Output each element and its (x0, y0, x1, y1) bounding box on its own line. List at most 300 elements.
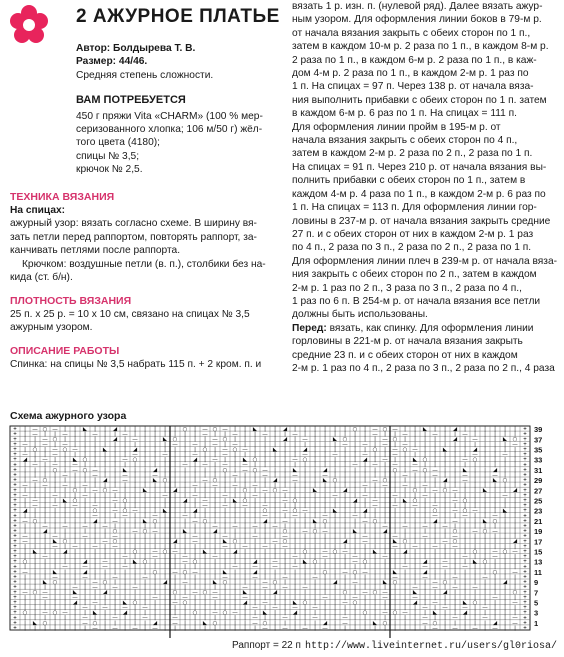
stitch-symbol: | (184, 518, 186, 525)
stitch-symbol: | (44, 538, 46, 545)
stitch-symbol: | (64, 477, 66, 484)
stitch-symbol: ○ (152, 569, 158, 576)
stitch-symbol: — (22, 452, 28, 458)
stitch-symbol: | (64, 518, 66, 525)
stitch-symbol: | (354, 589, 356, 596)
stitch-symbol: | (244, 564, 246, 571)
stitch-symbol: | (144, 462, 146, 469)
stitch-symbol: | (254, 431, 256, 438)
stitch-symbol: | (344, 559, 346, 566)
stitch-symbol: | (244, 579, 246, 586)
stitch-symbol: | (84, 497, 86, 504)
stitch-symbol: — (52, 543, 58, 550)
stitch-symbol: | (24, 467, 26, 474)
stitch-symbol: | (344, 554, 346, 560)
stitch-symbol: — (32, 462, 38, 469)
stitch-symbol: | (514, 533, 516, 540)
stitch-symbol: — (22, 538, 28, 545)
stitch-symbol: | (314, 564, 316, 571)
stitch-symbol: ○ (102, 579, 108, 586)
stitch-symbol: — (262, 503, 268, 509)
stitch-symbol: ◢ (322, 467, 328, 474)
stitch-symbol: | (334, 462, 336, 469)
stitch-symbol: | (274, 584, 276, 591)
stitch-symbol: | (274, 599, 276, 606)
stitch-symbol: | (514, 477, 516, 484)
edge-stitch: + (523, 441, 527, 448)
stitch-symbol: | (174, 574, 176, 581)
stitch-symbol: | (484, 431, 486, 438)
stitch-symbol: — (462, 477, 468, 484)
stitch-symbol: — (92, 503, 98, 509)
stitch-symbol: ○ (192, 610, 198, 617)
stitch-symbol: | (284, 467, 286, 474)
stitch-symbol: | (284, 548, 286, 555)
stitch-symbol: | (484, 508, 486, 515)
stitch-symbol: | (404, 513, 406, 520)
stitch-symbol: — (422, 533, 428, 540)
stitch-symbol: | (404, 518, 406, 525)
stitch-symbol: | (514, 457, 516, 464)
stitch-symbol: | (374, 569, 376, 576)
stitch-symbol: | (294, 452, 296, 458)
stitch-symbol: | (304, 482, 306, 489)
stitch-symbol: | (274, 472, 276, 479)
stitch-symbol: | (264, 523, 266, 530)
stitch-symbol: | (124, 574, 126, 581)
stitch-symbol: — (72, 594, 78, 601)
stitch-symbol: | (494, 487, 496, 494)
stitch-symbol: | (74, 472, 76, 479)
stitch-symbol: | (44, 446, 46, 453)
stitch-symbol: | (454, 472, 456, 479)
stitch-symbol: | (44, 548, 46, 555)
stitch-symbol: | (104, 548, 106, 555)
stitch-symbol: | (94, 533, 96, 540)
stitch-symbol: | (354, 518, 356, 525)
stitch-symbol: | (104, 574, 106, 581)
stitch-symbol: | (194, 497, 196, 504)
stitch-symbol: | (444, 625, 446, 632)
stitch-symbol: | (334, 543, 336, 550)
stitch-symbol: ○ (222, 436, 228, 443)
stitch-symbol: | (384, 472, 386, 479)
stitch-symbol: ○ (492, 569, 498, 576)
stitch-symbol: | (184, 487, 186, 494)
stitch-symbol: — (432, 472, 438, 479)
stitch-symbol: ○ (462, 497, 468, 504)
stitch-symbol: | (364, 625, 366, 632)
stitch-symbol: | (394, 513, 396, 520)
stitch-symbol: | (164, 523, 166, 530)
stitch-symbol: | (34, 523, 36, 530)
stitch-symbol: — (262, 472, 268, 479)
edge-stitch: + (13, 554, 17, 561)
stitch-symbol: | (464, 584, 466, 591)
stitch-symbol: | (294, 625, 296, 632)
stitch-symbol: — (32, 497, 38, 504)
stitch-symbol: | (464, 620, 466, 627)
stitch-symbol: ◢ (502, 579, 508, 586)
stitch-symbol: | (154, 584, 156, 591)
stitch-symbol: | (304, 615, 306, 622)
stitch-symbol: — (172, 620, 178, 627)
stitch-symbol: ○ (512, 436, 518, 443)
stitch-symbol: — (302, 436, 308, 443)
stitch-symbol: | (314, 431, 316, 438)
stitch-symbol: | (294, 548, 296, 555)
stitch-symbol: | (374, 625, 376, 632)
stitch-symbol: ○ (502, 548, 508, 555)
stitch-symbol: | (34, 472, 36, 479)
stitch-symbol: | (364, 543, 366, 550)
stitch-symbol: | (234, 457, 236, 464)
stitch-symbol: | (24, 446, 26, 453)
stitch-symbol: — (432, 513, 438, 520)
stitch-symbol: | (154, 564, 156, 571)
stitch-symbol: | (354, 605, 356, 611)
stitch-symbol: | (44, 559, 46, 566)
stitch-symbol: | (74, 548, 76, 555)
stitch-symbol: ◢ (422, 559, 428, 566)
stitch-symbol: | (324, 446, 326, 453)
stitch-symbol: | (244, 508, 246, 515)
stitch-symbol: | (444, 467, 446, 474)
stitch-symbol: | (354, 564, 356, 571)
stitch-symbol: | (394, 605, 396, 611)
stitch-symbol: | (284, 492, 286, 499)
stitch-symbol: | (124, 503, 126, 509)
stitch-symbol: — (62, 472, 68, 479)
stitch-symbol: — (282, 518, 288, 525)
stitch-symbol: | (374, 523, 376, 530)
stitch-symbol: ○ (242, 487, 248, 494)
stitch-symbol: | (184, 625, 186, 632)
stitch-symbol: | (134, 533, 136, 540)
stitch-symbol: — (362, 533, 368, 540)
stitch-symbol: | (84, 528, 86, 535)
stitch-symbol: | (134, 564, 136, 571)
stitch-symbol: ◣ (162, 436, 168, 443)
stitch-symbol: | (244, 452, 246, 458)
stitch-symbol: | (394, 523, 396, 530)
stitch-symbol: ○ (292, 497, 298, 504)
stitch-symbol: ○ (182, 426, 188, 433)
stitch-symbol: — (262, 584, 268, 591)
stitch-symbol: | (114, 548, 116, 555)
stitch-symbol: | (54, 497, 56, 504)
stitch-symbol: — (232, 472, 238, 479)
stitch-symbol: | (454, 431, 456, 438)
stitch-symbol: | (34, 615, 36, 622)
stitch-symbol: | (334, 497, 336, 504)
stitch-symbol: | (94, 523, 96, 530)
stitch-symbol: | (234, 487, 236, 494)
stitch-symbol: | (264, 452, 266, 458)
right-column-line: 1 п. На спицах = 97 п. Через 138 р. от начала вяза- (292, 81, 534, 93)
stitch-symbol: | (464, 482, 466, 489)
stitch-symbol: | (294, 462, 296, 469)
stitch-symbol: | (504, 569, 506, 576)
stitch-symbol: | (404, 615, 406, 622)
stitch-symbol: | (244, 605, 246, 611)
stitch-symbol: ◢ (162, 579, 168, 586)
stitch-symbol: | (34, 543, 36, 550)
stitch-symbol: — (352, 554, 358, 560)
edge-stitch: + (523, 615, 527, 622)
stitch-symbol: | (54, 482, 56, 489)
stitch-symbol: | (194, 426, 196, 433)
stitch-symbol: | (434, 574, 436, 581)
stitch-symbol: — (412, 584, 418, 591)
stitch-symbol: | (234, 615, 236, 622)
stitch-symbol: | (444, 554, 446, 560)
stitch-symbol: | (174, 497, 176, 504)
stitch-symbol: ○ (122, 508, 128, 515)
stitch-symbol: — (142, 574, 148, 581)
edge-stitch: + (523, 589, 527, 596)
stitch-symbol: | (134, 441, 136, 448)
stitch-symbol: | (384, 487, 386, 494)
right-column-line: ния выполнить прибавки с обеих сторон по 1 п. затем (292, 94, 547, 106)
stitch-symbol: | (234, 503, 236, 509)
stitch-symbol: ○ (52, 467, 58, 474)
stitch-symbol: | (214, 559, 216, 566)
stitch-symbol: | (214, 625, 216, 632)
edge-stitch: + (523, 498, 527, 504)
stitch-symbol: | (124, 615, 126, 622)
stitch-symbol: | (74, 615, 76, 622)
stitch-symbol: | (384, 625, 386, 632)
stitch-symbol: — (462, 564, 468, 571)
stitch-symbol: — (242, 446, 248, 453)
stitch-symbol: | (134, 482, 136, 489)
stitch-symbol: | (54, 487, 56, 494)
stitch-symbol: | (254, 589, 256, 596)
stitch-symbol: — (412, 594, 418, 601)
stitch-symbol: — (212, 436, 218, 443)
stitch-symbol: | (214, 564, 216, 571)
stitch-symbol: | (414, 605, 416, 611)
stitch-symbol: ◣ (222, 569, 228, 576)
stitch-symbol: | (394, 487, 396, 494)
stitch-symbol: ○ (212, 477, 218, 484)
front-line-4: 2-м р. 1 раз по 4 п., 2 раза по 3 п., 2 раза по 2 п., 4 раза (292, 362, 555, 374)
stitch-symbol: | (244, 615, 246, 622)
stitch-symbol: | (74, 559, 76, 566)
stitch-symbol: | (114, 431, 116, 438)
stitch-symbol: ◢ (362, 457, 368, 464)
stitch-symbol: — (42, 457, 48, 464)
stitch-symbol: | (184, 508, 186, 515)
stitch-symbol: | (344, 523, 346, 530)
hook-line: крючок № 2,5. (76, 164, 143, 176)
stitch-symbol: — (212, 482, 218, 489)
stitch-symbol: | (54, 513, 56, 520)
stitch-symbol: | (304, 533, 306, 540)
stitch-symbol: | (484, 610, 486, 617)
stitch-symbol: | (424, 548, 426, 555)
stitch-symbol: — (42, 441, 48, 448)
stitch-symbol: | (64, 508, 66, 515)
stitch-symbol: — (452, 625, 458, 632)
right-column-line: ным узором. Для оформления линии боков в 79-м р. (292, 14, 542, 26)
edge-stitch: + (13, 615, 17, 622)
stitch-symbol: | (474, 523, 476, 530)
stitch-symbol: | (334, 446, 336, 453)
stitch-symbol: | (514, 543, 516, 550)
stitch-symbol: | (104, 457, 106, 464)
stitch-symbol: ◣ (92, 610, 98, 617)
stitch-symbol: — (242, 584, 248, 591)
stitch-symbol: | (344, 457, 346, 464)
stitch-symbol: | (74, 625, 76, 632)
stitch-symbol: | (514, 579, 516, 586)
stitch-symbol: | (64, 584, 66, 591)
stitch-symbol: | (354, 584, 356, 591)
edge-stitch: + (13, 528, 17, 535)
stitch-symbol: | (74, 554, 76, 560)
stitch-symbol: | (484, 457, 486, 464)
stitch-symbol: | (244, 538, 246, 545)
stitch-symbol: | (484, 523, 486, 530)
stitch-symbol: | (124, 462, 126, 469)
row-number: 35 (534, 445, 543, 455)
stitch-symbol: ◣ (242, 457, 248, 464)
stitch-symbol: | (454, 610, 456, 617)
stitch-symbol: ◢ (252, 569, 258, 576)
stitch-symbol: | (194, 528, 196, 535)
stitch-symbol: | (44, 584, 46, 591)
stitch-symbol: — (372, 431, 378, 438)
stitch-symbol: | (24, 574, 26, 581)
stitch-symbol: | (504, 513, 506, 520)
stitch-symbol: ◢ (172, 538, 178, 545)
stitch-symbol: — (152, 472, 158, 479)
stitch-symbol: | (364, 605, 366, 611)
stitch-symbol: | (474, 610, 476, 617)
stitch-symbol: | (264, 497, 266, 504)
stitch-symbol: | (104, 426, 106, 433)
stitch-symbol: — (392, 543, 398, 550)
stitch-symbol: | (94, 426, 96, 433)
stitch-symbol: ◢ (232, 548, 238, 555)
stitch-symbol: — (92, 584, 98, 591)
stitch-symbol: — (392, 533, 398, 540)
stitch-symbol: | (94, 594, 96, 601)
stitch-symbol: — (82, 564, 88, 571)
stitch-symbol: | (194, 548, 196, 555)
stitch-symbol: | (194, 477, 196, 484)
stitch-symbol: | (124, 589, 126, 596)
stitch-symbol: | (24, 554, 26, 560)
stitch-symbol: ◢ (342, 538, 348, 545)
stitch-symbol: | (34, 579, 36, 586)
stitch-symbol: | (134, 615, 136, 622)
edge-stitch: + (13, 477, 17, 484)
stitch-symbol: — (82, 615, 88, 622)
stitch-symbol: | (314, 452, 316, 458)
stitch-symbol: ○ (32, 589, 38, 596)
stitch-symbol: | (44, 503, 46, 509)
stitch-symbol: ◢ (182, 497, 188, 504)
edge-stitch: + (13, 620, 17, 627)
stitch-symbol: | (224, 523, 226, 530)
stitch-symbol: | (284, 441, 286, 448)
stitch-symbol: | (244, 523, 246, 530)
stitch-symbol: | (244, 436, 246, 443)
stitch-symbol: | (324, 441, 326, 448)
stitch-symbol: | (494, 610, 496, 617)
stitch-symbol: | (514, 605, 516, 611)
stitch-symbol: | (314, 538, 316, 545)
stitch-symbol: | (164, 615, 166, 622)
stitch-symbol: | (144, 508, 146, 515)
stitch-symbol: — (202, 497, 208, 504)
stitch-symbol: ○ (72, 487, 78, 494)
stitch-symbol: — (72, 446, 78, 453)
stitch-symbol: | (154, 436, 156, 443)
stitch-symbol: | (184, 615, 186, 622)
stitch-symbol: | (44, 462, 46, 469)
stitch-symbol: | (54, 508, 56, 515)
stitch-symbol: — (372, 462, 378, 469)
stitch-symbol: | (434, 533, 436, 540)
stitch-symbol: | (294, 518, 296, 525)
stitch-symbol: | (304, 477, 306, 484)
stitch-symbol: | (24, 584, 26, 591)
stitch-symbol: — (382, 441, 388, 448)
stitch-symbol: ○ (402, 538, 408, 545)
stitch-symbol: | (344, 431, 346, 438)
stitch-symbol: | (264, 605, 266, 611)
stitch-symbol: | (104, 569, 106, 576)
stitch-symbol: | (184, 589, 186, 596)
technique-line-3: канчивать петлями после раппорта. (10, 245, 181, 257)
stitch-symbol: — (432, 431, 438, 438)
stitch-symbol: | (374, 559, 376, 566)
stitch-symbol: | (494, 615, 496, 622)
stitch-symbol: ◣ (292, 467, 298, 474)
row-number: 27 (534, 486, 543, 496)
stitch-symbol: | (204, 528, 206, 535)
edge-stitch: + (523, 492, 527, 499)
stitch-symbol: | (104, 615, 106, 622)
stitch-symbol: | (504, 431, 506, 438)
stitch-symbol: | (144, 431, 146, 438)
stitch-symbol: | (74, 492, 76, 499)
yarn-line-2: серизованного хлопка; 106 м/50 г) жёл- (76, 124, 263, 136)
stitch-symbol: | (184, 503, 186, 509)
source-url: http://www.liveinternet.ru/users/gl0riosa/ (305, 641, 558, 652)
stitch-symbol: — (432, 625, 438, 632)
stitch-symbol: | (274, 467, 276, 474)
edge-stitch: + (523, 538, 527, 545)
stitch-symbol: | (204, 564, 206, 571)
stitch-symbol: ◢ (282, 426, 288, 433)
stitch-symbol: | (414, 564, 416, 571)
stitch-symbol: — (512, 615, 518, 622)
stitch-symbol: | (494, 457, 496, 464)
stitch-symbol: — (282, 584, 288, 591)
stitch-symbol: | (354, 467, 356, 474)
stitch-symbol: | (24, 594, 26, 601)
stitch-symbol: — (362, 518, 368, 525)
edge-stitch: + (13, 513, 17, 520)
stitch-symbol: | (344, 543, 346, 550)
right-column-line: в каждом 6-м р. 6 раз по 1 п. На спицах = 111 п. (292, 108, 517, 120)
stitch-symbol: | (364, 467, 366, 474)
